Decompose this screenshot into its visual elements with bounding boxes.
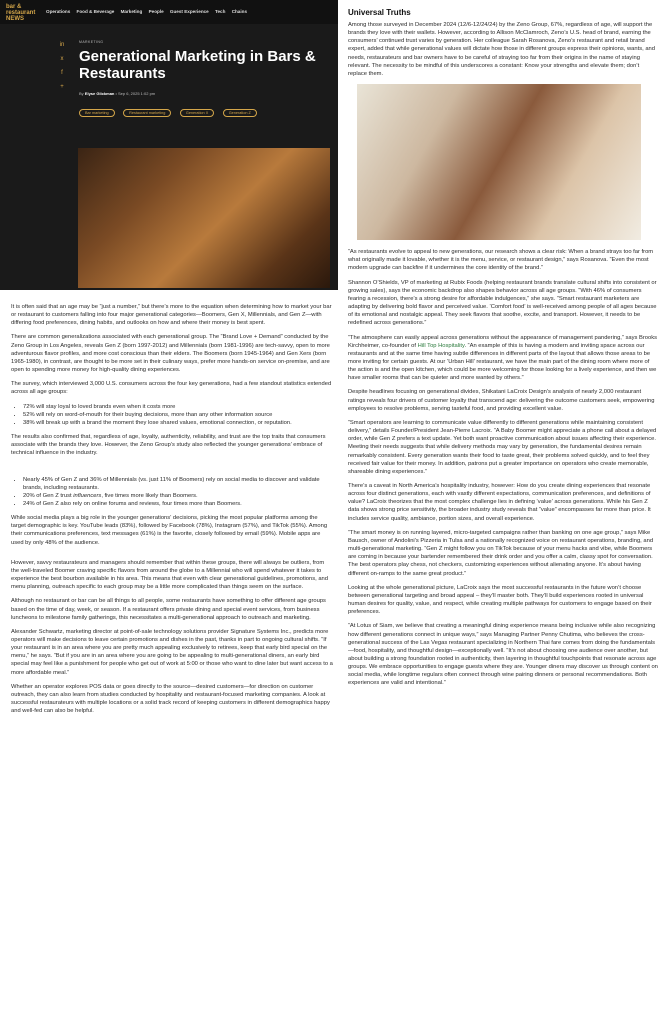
paragraph: “Smart operators are learning to communicate value differently to different generations while maintaining consistent delivery,” details Founder/President Jean-Pierre Lacroix. “A Baby Boomer might appreciate a phone call about a delayed order, while Gen Z prefers a text update. Yet both want proactive communication about issues affecting their experience. Meeting their needs suggests that while delivery methods may vary by generation, the fundamental desires remain remarkably consistent. Every generation wants their food to taste great, their problems solved quickly, and to feel they received fair value for their money. In addition, patrons put a greater importance on operators who create memorable, shareable dining experiences.”	[348, 419, 657, 475]
list-item: • 38% will break up with a brand the moment they lose shared values, emotional connection, or reputation.	[23, 419, 333, 427]
logo-line: restaurant	[6, 10, 36, 16]
list-item: • Nearly 45% of Gen Z and 36% of Millennials (vs. just 11% of Boomers) rely on social media to discover and validate brands, including restaurants.	[23, 476, 333, 492]
nav-item-food-beverage[interactable]: Food & Beverage	[76, 9, 115, 14]
logo-line: NEWS	[6, 16, 24, 22]
article-title: Generational Marketing in Bars & Restaurants	[79, 48, 316, 82]
nav-item-marketing[interactable]: Marketing	[120, 9, 143, 14]
paragraph: Among those surveyed in December 2024 (12/6-12/24/24) by the Zeno Group, 67%, regardless of age, will support the brands they love with their wallets. However, according to Allison McClamroch, Zeno’s U.S. head of brand, earning the consumers’ continued trust varies by generation. Her colleague Sarah Rosanova, Zeno’s restaurant and retail brand expert, added that while generational values will dictate how those in different groups express their opinions, wants, and needs, restaurateurs and bar owners have to be careful of straying too far from their origins in the name of staying relevant. The necessity to be mindful of this underscores a constant: Know your strengths and elevate them; don’t replace them.	[348, 22, 655, 77]
hero-photo	[78, 148, 330, 288]
section-photo	[357, 84, 641, 240]
top-navigation	[0, 0, 338, 24]
share-plus-icon[interactable]: +	[60, 84, 64, 90]
paragraph: It is often said that an age may be “just a number,” but there’s more to the equation when determining how to market your bar or restaurant to customers falling into four major generational categories—Boomers, Gen X, Millennials, and Gen Z—with differing food preferences, dining habits, and outlooks on how and where their money is best spent.	[11, 304, 332, 327]
paragraph: There are common generalizations associated with each generational group. The “Brand Love + Demand” conducted by the Zeno Group in Los Angeles, reveals Gen Z (born 1997-2012) and Millennials (born 1981-1996) are tech-savvy, open to more adventurous flavor profiles, and more cost conscious than their elders. The Boomers (born 1945-1964) and Gen Xers (born 1965-1980), in contrast, are thought to be more set in their culinary ways, prefer more hands-on service on-premise, and are open to spending more money for high-quality dining experiences.	[11, 334, 330, 374]
stats-list	[11, 403, 333, 427]
tag-bar-marketing[interactable]: Bar marketing	[79, 109, 115, 117]
author-name[interactable]: Elyse Glickman	[84, 91, 115, 96]
x-icon[interactable]: x	[60, 56, 64, 62]
list-text: , five times more likely than Boomers.	[101, 492, 198, 499]
paragraph: Whether an operator explores POS data or goes directly to the source—desired customers—for direction on customer outreach, they can also learn from studies conducted by hospitality and restaurant-focused marketing companies. A look at successful restaurateurs with multiple locations or a solid track record of keeping customers in different demographics happy and well-fed can also be helpful.	[11, 683, 330, 715]
paragraph: Shannon O’Shields, VP of marketing at Rubix Foods (helping restaurant brands translate cultural shifts into consistent or growing sales), says the economic backdrop also shapes behavior across all age groups. “With 46% of consumers fearing a recession, there’s a strong desire for affordable indulgences,” she says. “Smart restaurant marketers are adapting by delivering bold flavor and perceived value. ‘Comfort food’ is well-received among people of all ages because of its emotional and nostalgic appeal. They seek flavors that soothe, excite, and transport. However, it needs to be redefined across generations.”	[348, 279, 657, 327]
nav-item-chains[interactable]: Chains	[231, 9, 248, 14]
paragraph: Alexander Schwartz, marketing director at point-of-sale technology solutions provider Signature Systems Inc., predicts more operators will make decisions to leave certain promotions and dishes in the past, thanks in part to ongoing cultural shifts. “If your restaurant is in an area where you are pretty much appealing exclusively to retirees, keep that early bird special on the menu,” he says. “But if you are in an area where you are going to be appealing to multi-generational diners, an early bird special may feel like a punishment for people who get out of work at 5:00 or those who want to dine later but want access to a more affordable meal.”	[11, 628, 333, 676]
hill-top-hospitality-link[interactable]: Hill Top Hospitality	[417, 342, 465, 349]
site-logo[interactable]	[6, 4, 35, 22]
article-kicker[interactable]: MARKETING	[79, 40, 104, 44]
paragraph: Looking at the whole generational picture, LaCroix says the most successful restaurants in the future won’t choose between generational targeting and broad appeal – they’ll master both. They’ll build experiences rooted in universal human desires for quality, value, and respect, while creating multiple pathways for customers to engage based on their preferences.	[348, 584, 652, 616]
byline-prefix: By	[79, 91, 84, 96]
paragraph: The survey, which interviewed 3,000 U.S. consumers across the four key generations, had a few standout statistics extended across all age groups:	[11, 381, 332, 396]
paragraph: However, savvy restaurateurs and managers should remember that within these groups, there will always be outliers, from the well-traveled Boomer craving specific flavors from around the globe to a Millennial who will spend whatever it takes to experience the best bourbon available in his area. This means that even with clear generational guidelines, promotions, and menu planning, outreach specific to each group may be a little more complicated than things seem on the surface.	[11, 559, 328, 591]
tag-generation-z[interactable]: Generation Z	[223, 109, 257, 117]
paragraph: “The smart money is on running layered, micro-targeted campaigns rather than banking on one age group,” says Mike Bausch, owner of Andolini’s Pizzeria in Tulsa and a nationally recognized voice on restaurant operations, branding, and multi-generational marketing. “Gen Z might follow you on TikTok because of your menu hacks and vibe, while Boomers are coming in because your bartender remembered their drink order and you offer a calm, classy spot for conversation. The best operators play chess, not checkers, customizing experiences without alienating anyone. It’s about having different on-ramps to the same great product.”	[348, 529, 654, 577]
linkedin-icon[interactable]: in	[59, 42, 65, 48]
article-body-right	[348, 8, 658, 694]
paragraph-text: “The atmosphere can easily appeal across generations without the appearance of management pandering,” says Brooks Kirchheimer, co-founder of	[348, 334, 658, 349]
list-text: 20% of Gen Z trust	[23, 492, 74, 499]
paragraph	[348, 334, 658, 383]
paragraph: Despite headlines focusing on generational divides, Shikatani LaCroix Design’s analysis of nearly 2,000 restaurant ratings reveals four drivers of customer loyalty that transcend age: delivering the outcome customers seek, empowering employees to resolve problems, serving tasteful food, and providing excellent value.	[348, 389, 655, 412]
paragraph: “At Lotus of Siam, we believe that creating a meaningful dining experience means being inclusive while also recognizing how different generations connect in unique ways,” says Managing Partner Penny Chutima, who believes the cross-generational success of the Las Vegas restaurant specializing in Northern Thai fare comes from doing the fundamentals—food, hospitality, and thoughtful design—exceptionally well. “It’s not about choosing one audience over another, but about building a strong foundation rooted in authenticity, then layering in thoughtful touchpoints that resonate across age groups. We embrace opportunities to engage guests where they are. Younger diners may discover us through content on social media, while longtime regulars often connect through wine pairing dinners or personal recommendations. Both experiences are valid and intentional.”	[348, 623, 658, 687]
list-emphasis: influencers	[73, 492, 102, 499]
social-stats-list	[11, 476, 333, 509]
share-bar	[58, 42, 66, 98]
paragraph: While social media plays a big role in the younger generations’ decisions, picking the most popular platforms among the target demographic is key. YouTube leads (83%), followed by Facebook (78%), Instagram (57%), and TikTok (55%). Among their communications preferences, text messages (61%) is the favorite, closely followed by email (59%). Mobile apps are used by only 48% of the audience.	[11, 515, 328, 546]
nav-item-operations[interactable]: Operations	[46, 9, 71, 14]
nav-item-guest-experience[interactable]: Guest Experience	[169, 9, 209, 14]
list-item: • 72% will stay loyal to loved brands even when it costs more	[23, 403, 333, 411]
list-item: • 52% will rely on word-of-mouth for their buying decisions, more than any other information source	[23, 411, 333, 419]
list-item: • 24% of Gen Z also rely on online forums and reviews, four times more than Boomers.	[23, 500, 333, 508]
article-body-left	[11, 303, 333, 721]
tag-list	[79, 101, 261, 119]
paragraph: “As restaurants evolve to appeal to new generations, our research shows a clear risk: When a brand strays too far from what originally made it lovable, whether it is the menu, service, or restaurant design,” says Rosanova. “Even the most modern upgrade can backfire if it undermines the core identity of the brand.”	[348, 249, 654, 272]
tag-restaurant-marketing[interactable]: Restaurant marketing	[123, 109, 171, 117]
nav-menu	[46, 9, 252, 14]
paragraph: The results also confirmed that, regardless of age, loyalty, authenticity, reliability, and trust are the top traits that consumers associate with the brands they love. However, the Zeno Group’s study also reflected the younger generations’ embrace of technical influence in the industry.	[11, 434, 326, 457]
paragraph-text: . “An example of this is having a modern and inviting space across our restaurants and at the same time having subtle differences in different parts of the layout that allows those areas to be more inviting for certain guests. At our ‘Urban Hill’ restaurant, we have the main part of the dining room where more of the action is and the open kitchen, which could be more welcoming for those looking for a lively experience, and then we have smaller rooms that can be quieter and more wanted by others.”	[348, 342, 657, 382]
article-date: • Sep 6, 2025 1:02 pm	[114, 91, 156, 96]
paragraph: Although no restaurant or bar can be all things to all people, some restaurants have something to offer different age groups based on the time of day, week, or season. If a restaurant offers private dining and special event services, from business luncheons to milestone family gatherings, this necessitates a multi-generational approach to outreach and marketing.	[11, 598, 326, 621]
paragraph: There’s a caveat in North America’s hospitality industry, however: How do you create dining experiences that resonate across four distinct generations, each with vastly different expectations, communication preferences, and definitions of value? LaCroix theorizes that the most complex challenge lies in defining ‘value’ across generations. While his Gen Z data shows strong price sensitivity, the broader industry study reveals that “value” encompasses far more than price. It includes service quality, ambiance, portion sizes, and overall experience.	[348, 483, 651, 522]
list-item	[23, 492, 333, 500]
section-heading: Universal Truths	[348, 8, 411, 17]
logo-line: bar &	[6, 4, 22, 10]
nav-item-people[interactable]: People	[148, 9, 164, 14]
article-hero	[0, 0, 338, 290]
facebook-icon[interactable]: f	[61, 70, 63, 76]
tag-generation-x[interactable]: Generation X	[180, 109, 214, 117]
nav-item-tech[interactable]: Tech	[215, 9, 226, 14]
article-byline	[79, 91, 155, 96]
